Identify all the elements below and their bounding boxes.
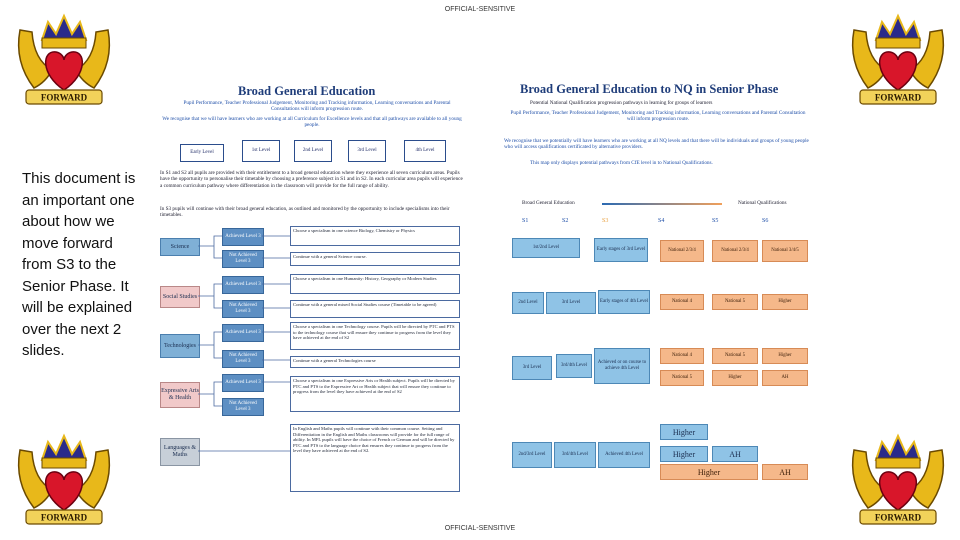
expressive-achieved: Achieved Level 3	[222, 374, 264, 392]
subject-technologies: Technologies	[160, 334, 200, 358]
nq-para1: Potential National Qualification progression pathways in learning for groups of learners	[530, 100, 713, 106]
subject-social-studies: Social Studies	[160, 286, 200, 308]
nq-arrow-label: National Qualifications	[738, 200, 787, 206]
stage-s2: S2	[562, 218, 569, 224]
intro-text: This document is an important one about how we move forward from S3 to the Senior Phase. It will be explained over the next 2 slides.	[22, 170, 136, 359]
school-crest-top-right	[846, 10, 950, 114]
nq-title: Broad General Education to NQ in Senior Phase	[520, 82, 779, 96]
g2-s5: National 5	[712, 294, 758, 310]
level-box-1: 1st Level	[242, 140, 280, 162]
level-box-early: Early Level	[180, 144, 224, 162]
science-achieved-desc: Choose a specialism in one science Biology, Chemistry or Physics	[290, 226, 460, 246]
g4-s3: Achieved 4th Level	[598, 442, 650, 468]
g4-bge-b: 3rd/4th Level	[554, 442, 596, 468]
bge-title: Broad General Education	[238, 84, 376, 98]
g2-bge-a: 2nd Level	[512, 292, 544, 314]
security-marking-bottom: OFFICIAL-SENSITIVE	[444, 525, 516, 532]
g1-s4: National 2/3/4	[660, 240, 704, 262]
social-not-achieved-desc: Continue with a general mixed Social Studies course (Timetable to be agreed)	[290, 300, 460, 318]
svg-text:FORWARD: FORWARD	[874, 92, 922, 103]
stage-s3: S3	[602, 218, 609, 224]
g2-s6: Higher	[762, 294, 808, 310]
g2-s4: National 4	[660, 294, 704, 310]
school-crest-top-left	[12, 10, 116, 114]
g1-s3: Early stages of 3rd Level	[594, 238, 648, 262]
level-box-3: 3rd Level	[348, 140, 386, 162]
bge-arrow-label: Broad General Education	[522, 200, 575, 206]
social-not-achieved: Not Achieved Level 3	[222, 300, 264, 318]
g4-higher-1: Higher	[660, 424, 708, 440]
social-achieved-desc: Choose a specialism in one Humanity: History, Geography or Modern Studies	[290, 274, 460, 294]
science-achieved: Achieved Level 3	[222, 228, 264, 246]
stage-s4: S4	[658, 218, 665, 224]
g1-s6: National 3/4/5	[762, 240, 808, 262]
bge-para2: We recognise that we will have learners who are working at all Curriculum for Excellence levels and that all pathways are available to all young people.	[162, 116, 462, 129]
security-marking-top: OFFICIAL-SENSITIVE	[444, 6, 516, 13]
subject-science: Science	[160, 238, 200, 256]
g3-bge-a: 3rd Level	[512, 356, 552, 380]
g4-ah-1: AH	[712, 446, 758, 462]
g3-bge-b: 3rd/4th Level	[556, 354, 592, 378]
stage-s6: S6	[762, 218, 769, 224]
tech-not-achieved-desc: Continue with a general Technologies course	[290, 356, 460, 368]
tech-achieved-desc: Choose a specialism in one Technology course. Pupils will be directed by PTC and PTS to the technology course that will ensure they continue to progress from the level they have achieved at the end of S2	[290, 322, 460, 350]
social-achieved: Achieved Level 3	[222, 276, 264, 294]
bge-connectors	[156, 78, 466, 496]
g4-higher-3: Higher	[660, 464, 758, 480]
stage-s1: S1	[522, 218, 529, 224]
school-crest-bottom-right	[846, 430, 950, 534]
g4-ah-2: AH	[762, 464, 808, 480]
nq-para2: Pupil Performance, Teacher Professional Judgement, Monitoring and Tracking information, Learning conversations and Parental Consultation will inform progression route.	[510, 110, 806, 123]
bge-to-nq-arrow	[602, 203, 722, 205]
tech-not-achieved: Not Achieved Level 3	[222, 350, 264, 368]
g3-row1-s5: National 5	[712, 348, 758, 364]
g1-bge: 1st/2nd Level	[512, 238, 580, 258]
bge-para3: In S1 and S2 all pupils are provided with their entitlement to a broad general education where they experience all seven curriculum areas. Pupils have the opportunity to personalise their timetable by choosing a preference subject in S1 and in S2. In each curricular area pupils will experience a common curriculum pathway where differentiation in the classroom will provide for the full range of ability.	[160, 170, 463, 189]
g2-s3: Early stages of 4th Level	[598, 290, 650, 314]
bge-para1: Pupil Performance, Teacher Professional Judgement, Monitoring and Tracking information, Learning conversations and Parental Consultations will inform progression route.	[183, 100, 451, 113]
nq-para4: This map only displays potential pathways from CfE level in to National Qualifications.	[530, 160, 713, 166]
g3-s3: Achieved or on course to achieve 4th Level	[594, 348, 650, 384]
expressive-achieved-desc: Choose a specialism in one Expressive Arts or Health subject. Pupils will be directed by PTC and PTS to the Expressive Art or Health subject that will ensure they continue to progress from the level they have achieved at the end of S2	[290, 376, 460, 412]
school-crest-bottom-left	[12, 430, 116, 534]
g4-higher-2: Higher	[660, 446, 708, 462]
stage-s5: S5	[712, 218, 719, 224]
nq-para3: We recognise that we potentially will have learners who are working at all NQ levels and that there will be individuals and groups of young people who will access qualifications certificated by alternative providers.	[504, 138, 809, 151]
bge-panel	[156, 78, 466, 496]
subject-languages-maths: Languages & Maths	[160, 438, 200, 466]
expressive-not-achieved: Not Achieved Level 3	[222, 398, 264, 416]
bge-para4: In S3 pupils will continue with their broad general education, as outlined and monitored by the opportunity to include specialisms into their timetables.	[160, 206, 450, 219]
g3-row2-s6: AH	[762, 370, 808, 386]
crest-motto: FORWARD	[40, 92, 88, 103]
g3-row1-s6: Higher	[762, 348, 808, 364]
g4-bge-a: 2nd/3rd Level	[512, 442, 552, 468]
level-box-4: 4th Level	[404, 140, 446, 162]
svg-text:FORWARD: FORWARD	[874, 512, 922, 523]
subject-expressive-arts: Expressive Arts & Health	[160, 382, 200, 408]
svg-text:FORWARD: FORWARD	[40, 512, 88, 523]
science-not-achieved-desc: Continue with a general Science course.	[290, 252, 460, 266]
level-box-2: 2nd Level	[294, 140, 332, 162]
g1-s5: National 2/3/4	[712, 240, 758, 262]
science-not-achieved: Not Achieved Level 3	[222, 250, 264, 268]
g2-bge-b: 3rd Level	[546, 292, 596, 314]
nq-panel	[500, 78, 815, 496]
tech-achieved: Achieved Level 3	[222, 324, 264, 342]
g3-row1-s4: National 4	[660, 348, 704, 364]
languages-maths-desc: In English and Maths pupils will continue with their common course. Setting and Differentiation in the English and Maths classrooms will provide for the full range of ability. In MFL pupils will have the choice of French or German and will be directed by PTC and PTS to the language choice that ensures they continue to progress from the level they have achieved at the end of S2.	[290, 424, 460, 492]
g3-row2-s4: National 5	[660, 370, 704, 386]
g3-row2-s5: Higher	[712, 370, 758, 386]
